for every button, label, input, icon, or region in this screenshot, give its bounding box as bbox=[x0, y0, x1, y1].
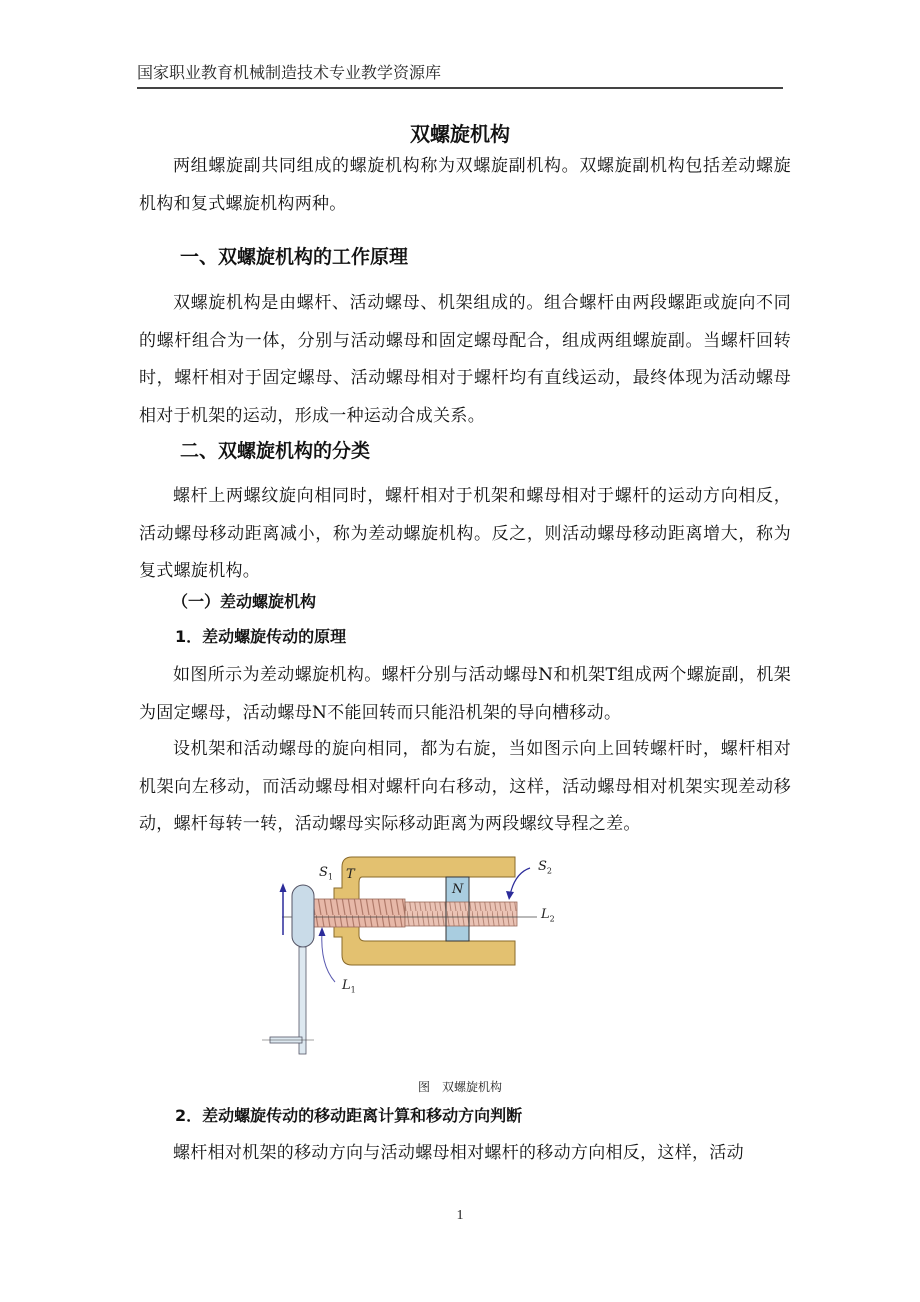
label-n: N bbox=[452, 882, 464, 897]
section-2-heading: 二、双螺旋机构的分类 bbox=[180, 440, 371, 462]
label-s1: $S_1$ bbox=[319, 865, 333, 882]
screw-section-2 bbox=[405, 902, 517, 926]
item-1-paragraph-2: 设机架和活动螺母的旋向相同，都为右旋，当如图示向上回转螺杆时，螺杆相对机架向左移动，而活动螺母相对螺杆向右移动，这样，活动螺母相对机架实现差动移动，螺杆每转一转，活动螺母实际移动距离为两段螺纹导程之差。 bbox=[139, 739, 791, 834]
subsection-1-heading: （一）差动螺旋机构 bbox=[172, 592, 317, 611]
label-l2: $L_2$ bbox=[541, 907, 555, 924]
label-l1: $L_1$ bbox=[342, 978, 356, 995]
item-1-paragraph-1: 如图所示为差动螺旋机构。螺杆分别与活动螺母N和机架T组成两个螺旋副，机架为固定螺母，活动螺母N不能回转而只能沿机架的导向槽移动。 bbox=[139, 665, 791, 723]
screw-section-1 bbox=[313, 899, 405, 927]
section-1-heading: 一、双螺旋机构的工作原理 bbox=[180, 246, 409, 268]
item-2-paragraph-1: 螺杆相对机架的移动方向与活动螺母相对螺杆的移动方向相反，这样，活动 bbox=[173, 1143, 744, 1163]
page-number: 1 bbox=[456, 1208, 464, 1223]
item-1-heading: 1．差动螺旋传动的原理 bbox=[175, 627, 347, 646]
double-screw-mechanism-figure bbox=[262, 855, 582, 1065]
handle-knob bbox=[292, 885, 314, 947]
section-1-paragraph: 双螺旋机构是由螺杆、活动螺母、机架组成的。组合螺杆由两段螺距或旋向不同的螺杆组合为一体，分别与活动螺母和固定螺母配合，组成两组螺旋副。当螺杆回转时，螺杆相对于固定螺母、活动螺母相对于螺杆均有直线运动，最终体现为活动螺母相对于机架的运动，形成一种运动合成关系。 bbox=[139, 293, 791, 426]
mechanism-diagram bbox=[262, 855, 582, 1065]
item-2-heading: 2．差动螺旋传动的移动距离计算和移动方向判断 bbox=[175, 1106, 523, 1125]
page-header: 国家职业教育机械制造技术专业教学资源库 bbox=[137, 63, 442, 82]
label-t: T bbox=[346, 867, 355, 882]
intro-paragraph: 两组螺旋副共同组成的螺旋机构称为双螺旋副机构。双螺旋副机构包括差动螺旋机构和复式螺旋机构两种。 bbox=[139, 156, 791, 214]
section-2-paragraph: 螺杆上两螺纹旋向相同时，螺杆相对于机架和螺母相对于螺杆的运动方向相反，活动螺母移动距离减小，称为差动螺旋机构。反之，则活动螺母移动距离增大，称为复式螺旋机构。 bbox=[139, 486, 791, 581]
label-s2: $S_2$ bbox=[538, 859, 552, 876]
figure-caption: 图 双螺旋机构 bbox=[417, 1080, 502, 1094]
document-title: 双螺旋机构 bbox=[410, 122, 510, 146]
header-rule bbox=[137, 87, 783, 89]
